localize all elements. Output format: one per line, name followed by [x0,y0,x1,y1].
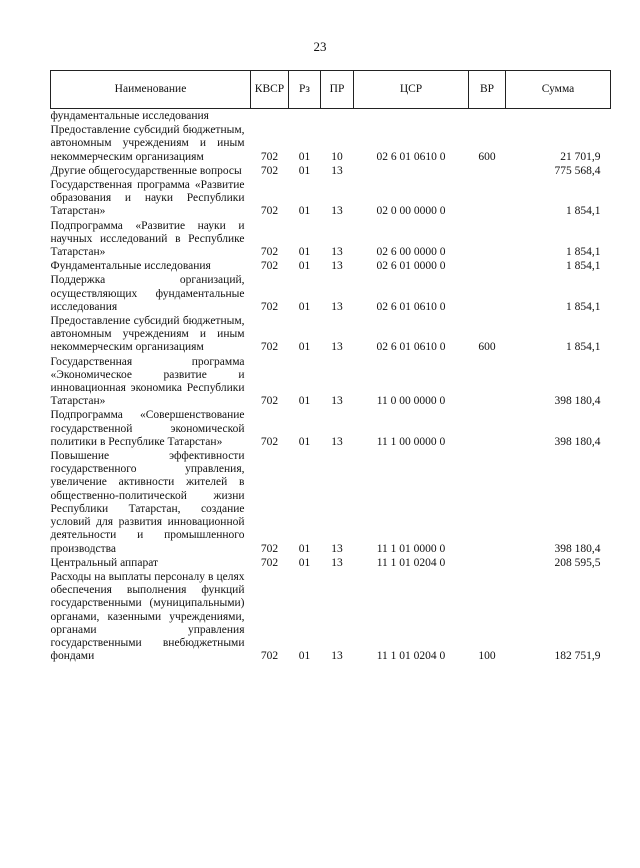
cell-rz: 01 [298,246,311,259]
cell-rz: 01 [298,260,311,273]
cell-csr: 11 1 01 0204 0 [376,650,446,663]
cell-vr [469,165,506,179]
table-row [51,109,611,125]
cell-pr [321,109,354,125]
cell-sum: 182 751,9 [554,650,601,663]
table-row [51,220,611,261]
cell-csr: 02 6 01 0610 0 [376,150,446,163]
table-row [51,274,611,315]
cell-kvsr: 702 [260,341,279,354]
cell-csr: 11 0 00 0000 0 [376,395,446,408]
cell-vr [469,274,506,315]
cell-vr [469,260,506,274]
cell-pr: 13 [331,556,343,569]
cell-sum: 1 854,1 [566,341,601,354]
cell-sum: 21 701,9 [560,150,601,163]
cell-pr: 13 [331,300,343,313]
cell-vr [469,220,506,261]
cell-pr: 13 [331,435,343,448]
cell-sum: 1 854,1 [566,260,601,273]
cell-name: Другие общегосударственные вопросы [50,164,242,177]
cell-name: Государственная программа «Развитие образования и науки Республики Татарстан» [50,179,245,218]
header-pr: ПР [321,71,354,109]
header-vr: ВР [469,71,506,109]
cell-pr: 13 [331,260,343,273]
cell-name: Предоставление субсидий бюджетным, автономным учреждениям и иным некоммерческим организациям [50,124,245,163]
cell-name: Подпрограмма «Совершенствование государственной экономической политики в Республике Татарстан» [50,409,245,448]
header-csr: ЦСР [354,71,469,109]
cell-rz: 01 [298,300,311,313]
cell-vr [469,179,506,220]
table-row [51,165,611,179]
cell-kvsr: 702 [260,205,279,218]
cell-sum [506,109,611,125]
cell-rz: 01 [298,341,311,354]
cell-csr: 11 1 01 0204 0 [376,556,446,569]
cell-name: Повышение эффективности государственного управления, увеличение активности жителей в общественно-политической жизни Республики Татарстан, создание условий для развития инновационной деятельности и промышленного производства [50,450,245,555]
cell-vr [469,109,506,125]
cell-name: Фундаментальные исследования [50,260,211,273]
cell-pr: 13 [331,650,343,663]
cell-kvsr: 702 [260,650,279,663]
cell-csr [354,165,469,179]
table-row [51,260,611,274]
cell-pr: 13 [331,341,343,354]
cell-name: фундаментальные исследования [50,110,209,122]
cell-vr: 600 [478,341,496,354]
cell-sum: 208 595,5 [554,556,601,569]
cell-kvsr: 702 [260,542,279,555]
table-row [51,571,611,664]
cell-kvsr: 702 [260,260,279,273]
cell-pr: 13 [331,395,343,408]
cell-vr [469,557,506,571]
cell-pr: 13 [331,205,343,218]
cell-rz: 01 [298,164,311,177]
cell-sum: 1 854,1 [566,246,601,259]
cell-sum: 398 180,4 [554,542,601,555]
cell-pr: 13 [331,164,343,177]
cell-vr [469,356,506,410]
cell-pr: 13 [331,542,343,555]
cell-pr: 10 [331,150,343,163]
cell-rz: 01 [298,435,311,448]
cell-name: Подпрограмма «Развитие науки и научных исследований в Республике Татарстан» [50,219,245,259]
cell-rz: 01 [298,150,311,163]
cell-sum: 398 180,4 [554,395,601,408]
cell-vr: 600 [478,150,496,163]
budget-table [50,70,611,664]
header-kvsr: КВСР [251,71,289,109]
cell-name: Государственная программа «Экономическое развитие и инновационная экономика Республики Татарстан» [50,355,245,408]
table-row [51,450,611,557]
cell-csr: 02 6 01 0000 0 [376,260,446,273]
cell-kvsr: 702 [260,395,279,408]
cell-vr [469,450,506,557]
cell-sum: 1 854,1 [566,205,601,218]
cell-csr: 02 6 01 0610 0 [376,341,446,354]
cell-kvsr: 702 [260,300,279,313]
cell-kvsr [251,109,289,125]
cell-pr: 13 [331,246,343,259]
header-name: Наименование [51,71,251,109]
cell-name: Поддержка организаций, осуществляющих фундаментальные исследования [50,274,245,313]
cell-sum: 1 854,1 [566,300,601,313]
cell-sum: 398 180,4 [554,435,601,448]
cell-vr [469,409,506,450]
header-rz: Рз [289,71,321,109]
cell-csr: 02 6 01 0610 0 [376,300,446,313]
table-row [51,356,611,410]
table-header-row [51,71,611,109]
cell-kvsr: 702 [260,164,279,177]
cell-csr: 11 1 00 0000 0 [376,435,446,448]
page-number: 23 [313,39,327,54]
table-row [51,179,611,220]
cell-rz [289,109,321,125]
cell-rz: 01 [298,395,311,408]
cell-kvsr: 702 [260,246,279,259]
table-row [51,124,611,165]
cell-kvsr: 702 [260,435,279,448]
cell-rz: 01 [298,205,311,218]
cell-csr [354,109,469,125]
cell-csr: 02 6 00 0000 0 [376,246,446,259]
cell-rz: 01 [298,650,311,663]
table-row [51,557,611,571]
cell-sum: 775 568,4 [554,164,601,177]
cell-rz: 01 [298,556,311,569]
cell-name: Предоставление субсидий бюджетным, автономным учреждениям и иным некоммерческим организациям [50,315,245,354]
cell-csr: 02 0 00 0000 0 [376,205,446,218]
cell-rz: 01 [298,542,311,555]
cell-name: Расходы на выплаты персоналу в целях обеспечения выполнения функций государственными (муниципальными) органами, казенными учреждениями, органами управления государственными внебюджетными фондами [50,570,245,663]
table-row [51,315,611,356]
cell-csr: 11 1 01 0000 0 [376,542,446,555]
table-row [51,409,611,450]
cell-kvsr: 702 [260,556,279,569]
cell-kvsr: 702 [260,150,279,163]
cell-vr: 100 [478,650,496,663]
header-sum: Сумма [506,71,611,109]
cell-name: Центральный аппарат [50,556,159,569]
